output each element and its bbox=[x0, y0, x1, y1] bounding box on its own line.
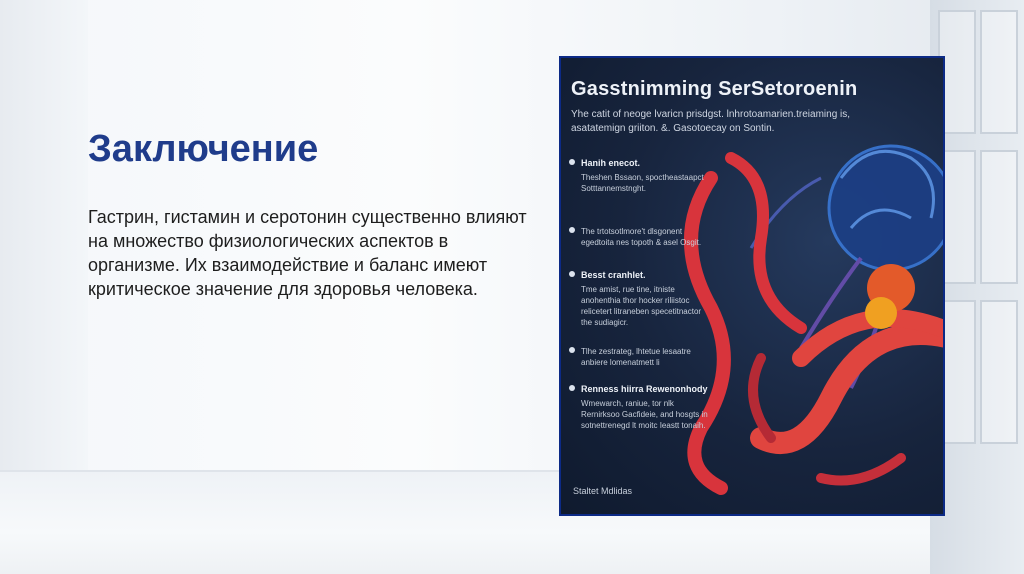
poster-item-heading: Besst cranhlet. bbox=[581, 270, 646, 280]
slide-body-text: Гастрин, гистамин и серотонин существенно влияют на множество физиологических аспектов в организме. Их взаимодействие и баланс имеют критическое значение для здоровья человека. bbox=[88, 207, 527, 299]
highlight-node bbox=[865, 297, 897, 329]
bullet-icon bbox=[569, 227, 575, 233]
infographic-poster bbox=[559, 56, 945, 516]
bullet-icon bbox=[569, 271, 575, 277]
poster-subtitle: Yhe catit of neoge lvaricn prisdgst. lnhrotoamarien.treiaming is, asatatemign griiton. &. Gasotoecay on Sontin. bbox=[571, 109, 851, 134]
poster-footer: Staltet Mdlidas bbox=[573, 486, 633, 496]
poster-item-heading: Hanih enecot. bbox=[581, 158, 641, 168]
poster-item-heading: Renness hiirra Rewenonhody bbox=[581, 384, 708, 394]
brain-network bbox=[751, 146, 945, 388]
poster-title: Gasstnimming SerSetoroenin bbox=[571, 78, 858, 100]
slide-title: Заключение bbox=[88, 128, 319, 170]
poster-item-text: The trtotsotlmore't dlsgonent egedtoita nes topoth & asel Osgit. bbox=[581, 227, 702, 247]
bullet-icon bbox=[569, 347, 575, 353]
window-pane bbox=[980, 150, 1018, 284]
window-pane bbox=[980, 10, 1018, 134]
poster-item-text: Wmewarch, raniue, tor nlk Rernirksoo Gacfideie, and hosgts in sotnettrenegd lt moitc Ieastt tonaih. bbox=[581, 399, 708, 430]
poster-item-text: Tlhe zestrateg, lhtetue lesaatre anbiere lomenatmett li bbox=[581, 347, 691, 367]
poster-item-text: Theshen Bssaon, spoctheastaapct Sotttannemstnght. bbox=[581, 173, 704, 193]
bullet-icon bbox=[569, 159, 575, 165]
window-pane bbox=[980, 300, 1018, 444]
bullet-icon bbox=[569, 385, 575, 391]
poster-item-text: Tme amist, rue tine, itniste anohenthia thor hocker riliistoc relicetert litraneben specetitnactor the sudiagicr. bbox=[581, 285, 702, 327]
